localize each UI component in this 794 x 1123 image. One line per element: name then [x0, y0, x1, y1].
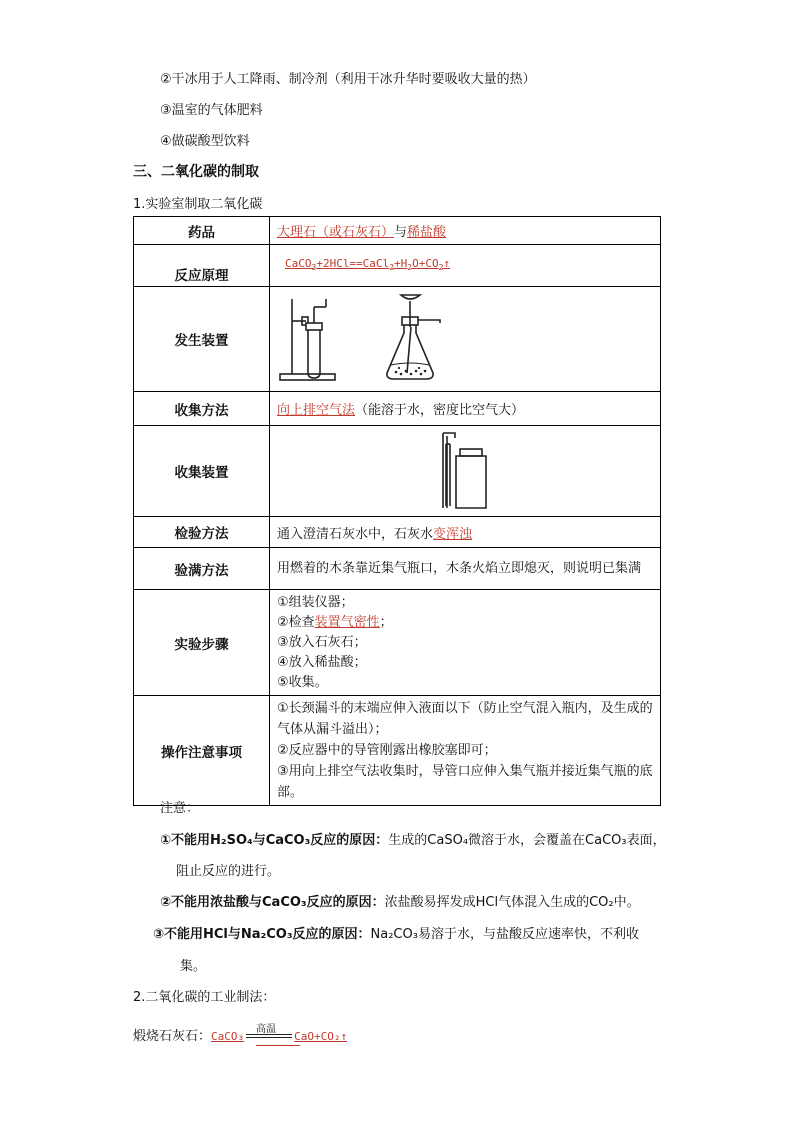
industrial-product: CaO+CO₂↑	[294, 1030, 348, 1043]
drug-cell	[270, 217, 661, 245]
attention-1-cont: 阻止反应的进行。	[176, 864, 281, 879]
principle-cell	[270, 245, 661, 287]
device-cell	[270, 287, 661, 392]
table-row	[134, 517, 661, 548]
principle-label: 反应原理	[134, 245, 270, 287]
test-text: 通入澄清石灰水中，石灰水	[277, 526, 434, 542]
table-row	[134, 287, 661, 392]
reaction-equation: $CaCO_3+2HCl==CaCl_2+H_2O+CO_2↑$	[285, 257, 451, 273]
full-text: 用燃着的木条靠近集气瓶口，木条火焰立即熄灭，则说明已集满	[270, 548, 661, 590]
drug-mid: 与	[394, 225, 408, 240]
attention-title: 注意：	[160, 801, 200, 816]
use-item-2: ②干冰用于人工降雨、制冷剂（利用干冰升华时要吸收大量的热）	[160, 72, 536, 87]
step-2: ②检查装置气密性；	[277, 614, 393, 630]
industrial-equation	[133, 1025, 347, 1044]
steps-label: 实验步骤	[134, 590, 270, 696]
step-5: ⑤收集。	[277, 674, 328, 690]
collect-method-answer: 向上排空气法	[277, 403, 356, 418]
attention-1: ①不能用H₂SO₄与CaCO₃反应的原因：生成的CaSO₄微溶于水，会覆盖在CaCO₃表面，	[160, 833, 666, 848]
table-row	[134, 696, 661, 806]
section-title: 三、二氧化碳的制取	[133, 164, 259, 180]
notes-label: 操作注意事项	[134, 696, 270, 806]
test-answer: 变浑浊	[433, 526, 473, 542]
collect-method-note: （能溶于水，密度比空气大）	[355, 403, 525, 418]
table-row	[134, 426, 661, 517]
full-label: 验满方法	[134, 548, 270, 590]
table-row	[134, 217, 661, 245]
test-tube-stand-icon	[280, 299, 335, 380]
use-item-3: ③温室的气体肥料	[160, 103, 263, 118]
note-1: ①长颈漏斗的末端应伸入液面以下（防止空气混入瓶内，及生成的气体从漏斗溢出）；	[277, 701, 653, 737]
lab-preparation-table	[133, 216, 661, 806]
generation-apparatus-illustration	[270, 287, 660, 387]
table-row	[134, 245, 661, 287]
test-label: 检验方法	[134, 517, 270, 548]
note-3: ③用向上排空气法收集时，导管口应伸入集气瓶并接近集气瓶的底部。	[277, 764, 653, 800]
subsection-1-title: 1.实验室制取二氧化碳	[133, 197, 263, 212]
collect-method-label: 收集方法	[134, 392, 270, 426]
conical-flask-icon	[387, 295, 440, 379]
test-cell	[270, 517, 661, 548]
gas-bottle-icon	[443, 433, 486, 508]
device-label: 发生装置	[134, 287, 270, 392]
gas-collection-bottle-illustration	[270, 426, 660, 512]
attention-3-cont: 集。	[180, 959, 207, 974]
attention-3: ③不能用HCl与Na₂CO₃反应的原因：Na₂CO₃易溶于水，与盐酸反应速率快，不利收	[153, 927, 639, 942]
drug-answer-b: 稀盐酸	[407, 225, 447, 240]
collect-device-label: 收集装置	[134, 426, 270, 517]
step-4: ④放入稀盐酸；	[277, 654, 367, 670]
drug-label: 药品	[134, 217, 270, 245]
collect-device-cell	[270, 426, 661, 517]
attention-2: ②不能用浓盐酸与CaCO₃反应的原因：浓盐酸易挥发成HCl气体混入生成的CO₂中。	[160, 895, 640, 910]
industrial-label: 煅烧石灰石：	[133, 1029, 212, 1044]
subsection-2-title: 2.二氧化碳的工业制法：	[133, 990, 276, 1005]
industrial-reactant: CaCO₃	[211, 1030, 245, 1043]
use-item-4: ④做碳酸型饮料	[160, 134, 250, 149]
reaction-condition: 高温	[246, 1034, 292, 1044]
notes-cell	[270, 696, 661, 806]
drug-answer-a: 大理石（或石灰石）	[277, 225, 395, 240]
note-2: ②反应器中的导管刚露出橡胶塞即可；	[277, 743, 497, 758]
steps-cell	[270, 590, 661, 696]
table-row	[134, 392, 661, 426]
collect-method-cell	[270, 392, 661, 426]
step-1: ①组装仪器；	[277, 594, 354, 610]
industrial-answer-underline	[256, 1045, 300, 1046]
table-row	[134, 590, 661, 696]
step-3: ③放入石灰石；	[277, 634, 367, 650]
table-row	[134, 548, 661, 590]
